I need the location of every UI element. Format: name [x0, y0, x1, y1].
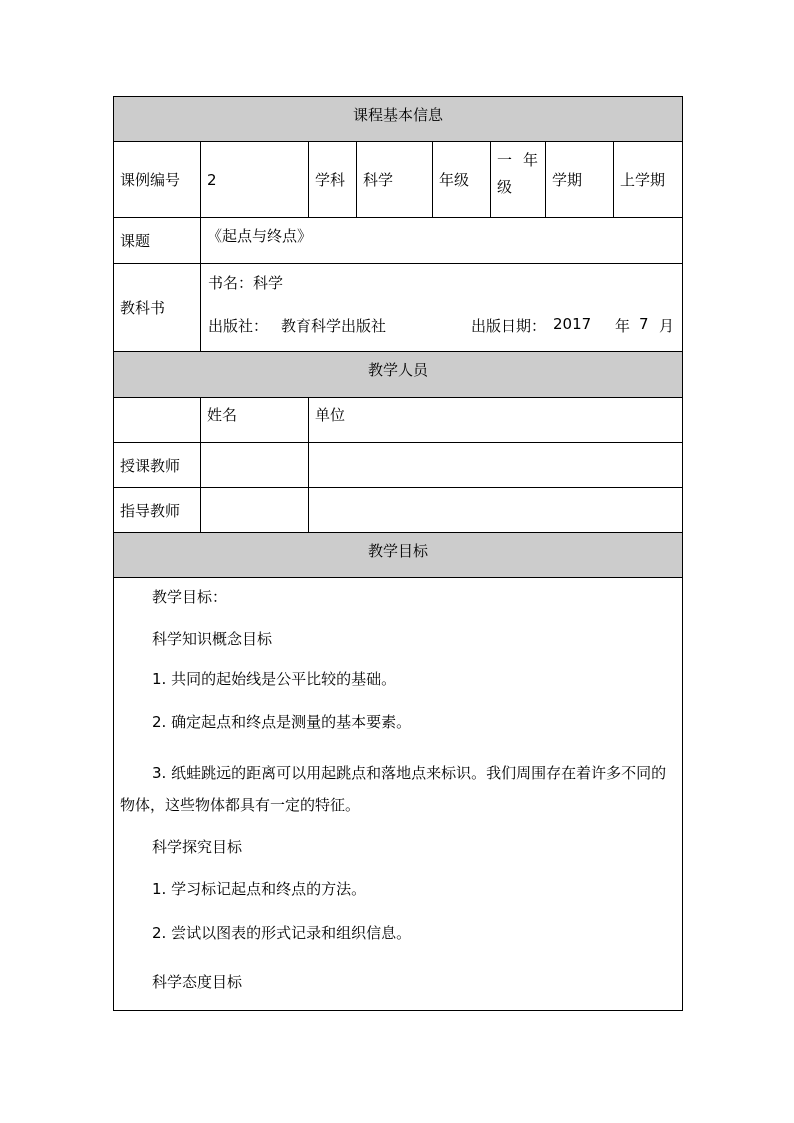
case-no-value: 2	[201, 142, 309, 218]
grade-value-part: 一	[497, 151, 513, 169]
staff-col-name: 姓名	[201, 398, 309, 443]
grade-value-part: 年	[522, 151, 538, 169]
goals-paragraph: 教学目标：	[152, 588, 228, 606]
staff-unit-cell	[309, 443, 683, 488]
term-label: 学期	[546, 142, 614, 218]
goals-paragraph: 科学态度目标	[152, 973, 243, 991]
case-no-label: 课例编号	[114, 142, 201, 218]
textbook-label: 教科书	[114, 264, 201, 352]
section-staff	[114, 352, 683, 398]
staff-unit-cell	[309, 488, 683, 533]
section-title: 教学目标	[368, 542, 429, 560]
goals-paragraph: 2. 确定起点和终点是测量的基本要素。	[152, 713, 412, 731]
staff-row-label: 授课教师	[114, 443, 201, 488]
subject-value: 科学	[357, 142, 433, 218]
grade-value-part: 级	[497, 178, 513, 196]
textbook-info	[201, 264, 683, 352]
goals-paragraph: 1. 共同的起始线是公平比较的基础。	[152, 670, 397, 688]
book-name: 书名：科学	[208, 274, 284, 292]
course-info-table	[113, 96, 683, 1011]
publish-month: 7	[639, 315, 649, 333]
subject-label: 学科	[309, 142, 357, 218]
publisher-label: 出版社：	[208, 317, 269, 335]
goals-paragraph: 3. 纸蛙跳远的距离可以用起跳点和落地点来标识。我们周围存在着许多不同的物体，这些物体都具有一定的特征。	[120, 764, 667, 814]
staff-name-cell	[201, 443, 309, 488]
month-unit: 月	[659, 317, 675, 335]
year-unit: 年	[615, 317, 631, 335]
section-goals	[114, 533, 683, 578]
staff-col-unit: 单位	[309, 398, 683, 443]
staff-name-cell	[201, 488, 309, 533]
goals-content	[114, 578, 683, 1011]
grade-label: 年级	[433, 142, 491, 218]
staff-row-label: 指导教师	[114, 488, 201, 533]
section-basic-info	[114, 97, 683, 142]
goals-paragraph: 科学知识概念目标	[152, 630, 273, 648]
topic-label: 课题	[114, 218, 201, 264]
section-title: 教学人员	[368, 361, 429, 379]
publisher-value: 教育科学出版社	[281, 317, 387, 335]
goals-paragraph: 1. 学习标记起点和终点的方法。	[152, 880, 367, 898]
section-title: 课程基本信息	[353, 106, 444, 124]
grade-value	[491, 142, 546, 218]
goals-paragraph: 2. 尝试以图表的形式记录和组织信息。	[152, 924, 412, 942]
goals-paragraph: 科学探究目标	[152, 838, 243, 856]
term-value: 上学期	[614, 142, 683, 218]
publish-year: 2017	[553, 315, 592, 333]
topic-value: 《起点与终点》	[201, 218, 683, 264]
publish-date-label: 出版日期：	[471, 317, 547, 335]
staff-header-empty	[114, 398, 201, 443]
